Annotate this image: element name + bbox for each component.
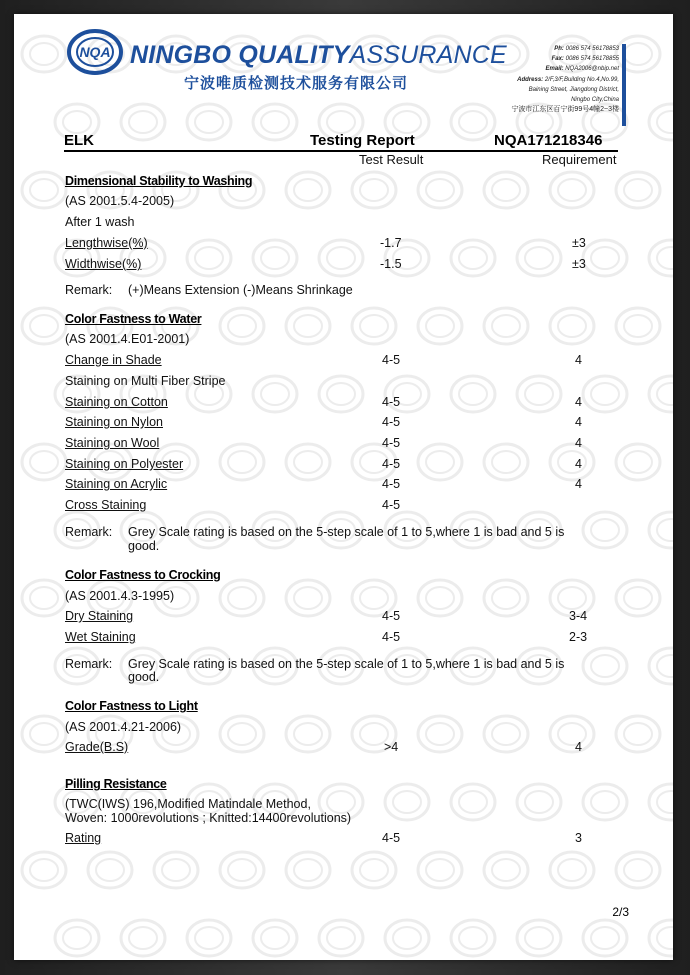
row-result: 4-5: [382, 395, 401, 409]
watermark-logo-icon: [517, 920, 561, 956]
watermark-logo-icon: [220, 444, 264, 480]
watermark-logo-icon: [451, 104, 495, 140]
remark-text: (+)Means Extension (-)Means Shrinkage: [128, 283, 353, 297]
watermark-logo-icon: [22, 172, 66, 208]
row-requirement: 4: [575, 740, 582, 754]
watermark-logo-icon: [418, 308, 462, 344]
watermark-logo-icon: [418, 172, 462, 208]
section-title: Color Fastness to Water: [65, 312, 202, 326]
row-label: Staining on Cotton: [65, 395, 168, 409]
row-label: Staining on Nylon: [65, 415, 163, 429]
header-accent-bar: [622, 44, 626, 126]
row-result: 4-5: [382, 353, 401, 367]
row-requirement: 3: [575, 831, 582, 845]
watermark-logo-icon: [550, 172, 594, 208]
row-result: 4-5: [382, 436, 401, 450]
row-requirement: 3-4: [569, 609, 588, 623]
remark-text: Grey Scale rating is based on the 5-step scale of 1 to 5,where 1 is bad and 5 is: [128, 525, 565, 539]
row-label: Widthwise(%): [65, 257, 142, 271]
remark-text-continued: good.: [128, 539, 160, 553]
watermark-logo-icon: [352, 308, 396, 344]
row-result: 4-5: [382, 498, 401, 512]
row-label: Wet Staining: [65, 630, 136, 644]
test-standard: (AS 2001.4.21-2006): [65, 720, 182, 734]
watermark-logo-icon: [418, 444, 462, 480]
watermark-logo-icon: [484, 580, 528, 616]
watermark-logo-icon: [22, 716, 66, 752]
watermark-logo-icon: [484, 308, 528, 344]
row-requirement: 4: [575, 436, 582, 450]
watermark-logo-icon: [550, 308, 594, 344]
row-result: 4-5: [382, 415, 401, 429]
test-note: After 1 wash: [65, 215, 135, 229]
watermark-logo-icon: [583, 376, 627, 412]
nqa-logo-icon: [66, 28, 124, 76]
brand-chinese-name: 宁波唯质检测技术服务有限公司: [184, 75, 409, 92]
row-requirement: 4: [575, 395, 582, 409]
remark-label: Remark:: [65, 657, 113, 671]
row-result: 4-5: [382, 831, 401, 845]
row-label: Dry Staining: [65, 609, 134, 623]
watermark-logo-icon: [352, 852, 396, 888]
row-result: 4-5: [382, 609, 401, 623]
contact-block: Ph: 0086 574 56178853 Fax: 0086 574 56178855 Email: NQA2006@nbip.net Address: 2/F,3/F,Building No.4,No.99, Baining Street, Jiangdong District, Ningbo City,China 宁波市江东区百宁街99号4幢2~3楼: [511, 46, 619, 114]
row-result: -1.7: [380, 236, 402, 250]
watermark-logo-icon: [319, 920, 363, 956]
test-standard: (AS 2001.4.E01-2001): [65, 332, 190, 346]
watermark-logo-icon: [121, 920, 165, 956]
remark-text-continued: good.: [128, 670, 160, 684]
watermark-logo-icon: [583, 648, 627, 684]
row-label: Staining on Polyester: [65, 457, 184, 471]
report-title: Testing Report: [310, 132, 415, 149]
row-requirement: 2-3: [569, 630, 588, 644]
watermark-logo-icon: [649, 240, 673, 276]
watermark-logo-icon: [187, 920, 231, 956]
watermark-logo-icon: [286, 444, 330, 480]
watermark-logo-icon: [550, 444, 594, 480]
watermark-logo-icon: [418, 716, 462, 752]
watermark-logo-icon: [616, 852, 660, 888]
watermark-logo-icon: [253, 376, 297, 412]
watermark-logo-icon: [352, 172, 396, 208]
watermark-logo-icon: [385, 920, 429, 956]
section-title: Color Fastness to Crocking: [65, 568, 221, 582]
watermark-logo-icon: [484, 716, 528, 752]
row-requirement: 4: [575, 457, 582, 471]
watermark-logo-icon: [484, 172, 528, 208]
watermark-logo-icon: [286, 580, 330, 616]
test-standard: (AS 2001.4.3-1995): [65, 589, 175, 603]
watermark-logo-icon: [649, 376, 673, 412]
watermark-logo-icon: [616, 716, 660, 752]
watermark-logo-icon: [583, 240, 627, 276]
watermark-logo-icon: [88, 852, 132, 888]
watermark-logo-icon: [649, 104, 673, 140]
row-requirement: 4: [575, 477, 582, 491]
watermark-logo-icon: [418, 852, 462, 888]
watermark-logo-icon: [220, 852, 264, 888]
watermark-logo-icon: [22, 36, 66, 72]
watermark-logo-icon: [319, 240, 363, 276]
watermark-logo-icon: [187, 240, 231, 276]
row-label: Cross Staining: [65, 498, 147, 512]
watermark-logo-icon: [451, 784, 495, 820]
watermark-logo-icon: [253, 920, 297, 956]
watermark-logo-icon: [55, 920, 99, 956]
row-requirement: ±3: [572, 236, 586, 250]
test-method-continued: Woven: 1000revolutions ; Knitted:14400revolutions): [65, 811, 352, 825]
watermark-logo-icon: [649, 512, 673, 548]
remark-label: Remark:: [65, 525, 113, 539]
watermark-logo-icon: [418, 580, 462, 616]
watermark-logo-icon: [451, 376, 495, 412]
row-result: >4: [384, 740, 399, 754]
test-standard: (AS 2001.5.4-2005): [65, 194, 175, 208]
row-result: -1.5: [380, 257, 402, 271]
watermark-logo-icon: [550, 852, 594, 888]
watermark-logo-icon: [517, 240, 561, 276]
watermark-logo-icon: [22, 580, 66, 616]
watermark-logo-icon: [121, 104, 165, 140]
watermark-logo-icon: [517, 784, 561, 820]
watermark-logo-icon: [22, 308, 66, 344]
section-title: Pilling Resistance: [65, 777, 167, 791]
watermark-logo-icon: [286, 716, 330, 752]
watermark-logo-icon: [286, 172, 330, 208]
row-label: Lengthwise(%): [65, 236, 148, 250]
client-name: ELK: [64, 132, 94, 149]
svg-text:NQA: NQA: [79, 44, 111, 60]
watermark-logo-icon: [22, 444, 66, 480]
watermark-logo-icon: [583, 512, 627, 548]
watermark-logo-icon: [253, 104, 297, 140]
watermark-logo-icon: [616, 308, 660, 344]
watermark-logo-icon: [286, 308, 330, 344]
watermark-logo-icon: [550, 716, 594, 752]
watermark-logo-icon: [583, 920, 627, 956]
row-result: 4-5: [382, 477, 401, 491]
brand-name: NINGBO QUALITYASSURANCE: [130, 41, 507, 69]
test-method: (TWC(IWS) 196,Modified Matindale Method,: [65, 797, 311, 811]
header-rule: [64, 150, 618, 152]
watermark-logo-icon: [286, 852, 330, 888]
row-requirement: ±3: [572, 257, 586, 271]
row-result: 4-5: [382, 457, 401, 471]
row-label: Rating: [65, 831, 102, 845]
section-title: Color Fastness to Light: [65, 699, 198, 713]
watermark-logo-icon: [319, 376, 363, 412]
watermark-logo-icon: [220, 716, 264, 752]
watermark-logo-icon: [220, 308, 264, 344]
watermark-logo-icon: [484, 852, 528, 888]
watermark-logo-icon: [616, 444, 660, 480]
watermark-logo-icon: [220, 580, 264, 616]
column-header-result: Test Result: [359, 152, 424, 167]
row-label: Grade(B.S): [65, 740, 129, 754]
column-header-requirement: Requirement: [542, 152, 617, 167]
watermark-logo-icon: [385, 784, 429, 820]
watermark-logo-icon: [451, 920, 495, 956]
row-requirement: 4: [575, 353, 582, 367]
row-label: Change in Shade: [65, 353, 162, 367]
watermark-logo-icon: [517, 376, 561, 412]
watermark-logo-icon: [649, 648, 673, 684]
row-label: Staining on Wool: [65, 436, 160, 450]
watermark-logo-icon: [649, 920, 673, 956]
section-title: Dimensional Stability to Washing: [65, 174, 253, 188]
row-requirement: 4: [575, 415, 582, 429]
remark-text: Grey Scale rating is based on the 5-step scale of 1 to 5,where 1 is bad and 5 is: [128, 657, 565, 671]
row-label: Staining on Acrylic: [65, 477, 168, 491]
watermark-logo-icon: [187, 104, 231, 140]
watermark-logo-icon: [616, 580, 660, 616]
row-result: 4-5: [382, 630, 401, 644]
watermark-logo-icon: [616, 172, 660, 208]
watermark-logo-icon: [451, 240, 495, 276]
page-number: 2/3: [612, 905, 629, 919]
remark-label: Remark:: [65, 283, 113, 297]
report-number: NQA171218346: [494, 132, 603, 149]
watermark-logo-icon: [253, 240, 297, 276]
watermark-logo-icon: [154, 852, 198, 888]
watermark-logo-icon: [649, 784, 673, 820]
document-page: [14, 14, 673, 960]
watermark-logo-icon: [484, 444, 528, 480]
watermark-logo-icon: [22, 852, 66, 888]
subheading: Staining on Multi Fiber Stripe: [65, 374, 226, 388]
watermark-logo-icon: [583, 784, 627, 820]
